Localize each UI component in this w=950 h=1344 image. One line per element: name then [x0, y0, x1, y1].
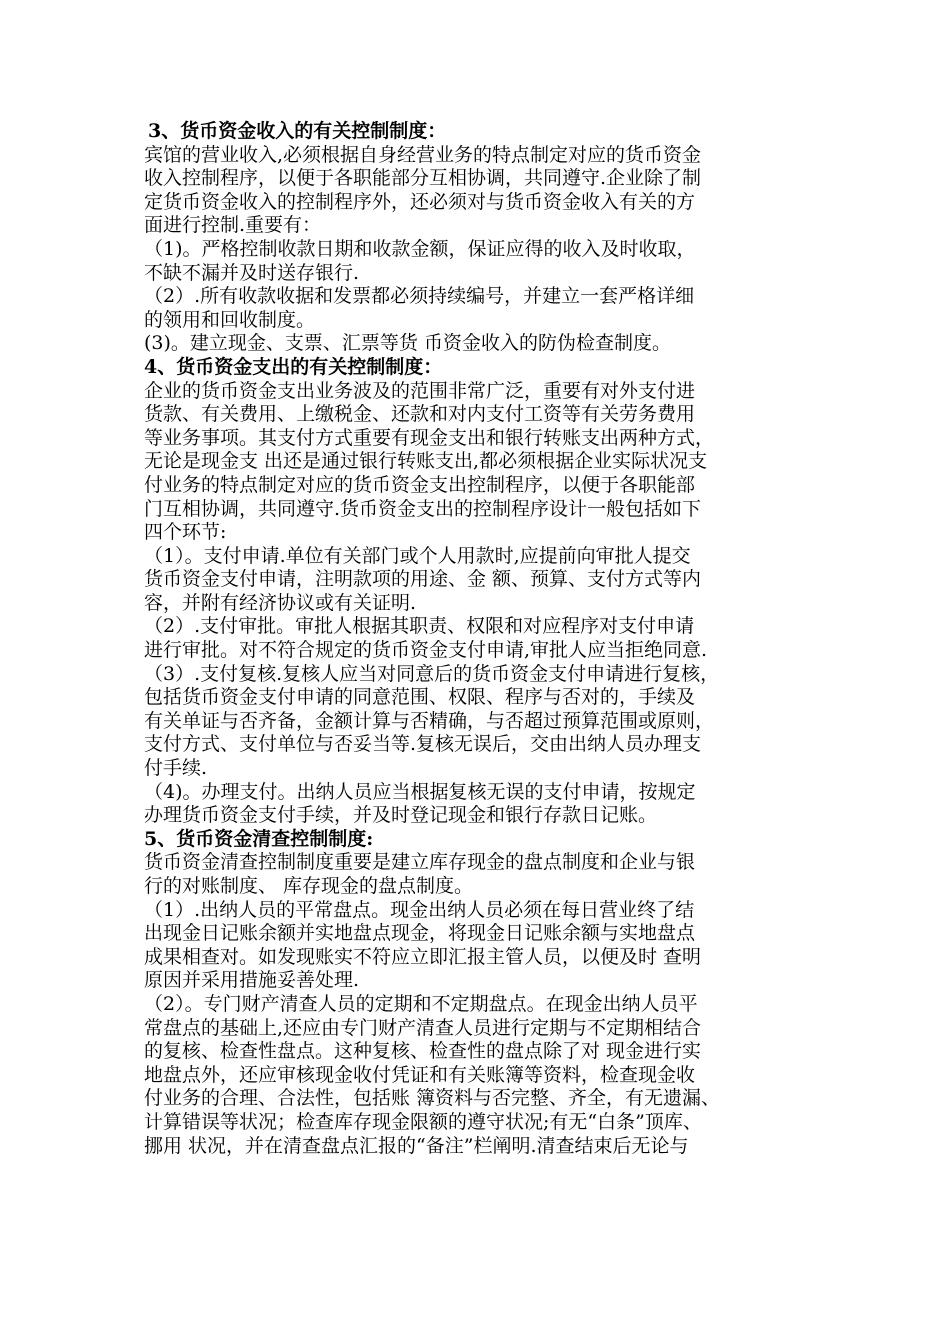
paragraph-line: 的领用和回收制度。: [144, 308, 316, 331]
paragraph-line: 面进行控制.重要有：: [144, 214, 322, 237]
paragraph-line: 等业务事项。其支付方式重要有现金支出和银行转账支出两种方式，: [144, 426, 715, 449]
paragraph-line: 包括货币资金支付申请的同意范围、权限、程序与否对的，手续及: [144, 686, 696, 709]
paragraph-line: 企业的货币资金支出业务波及的范围非常广泛，重要有对外支付进: [144, 379, 696, 402]
paragraph-line: （2）。专门财产清查人员的定期和不定期盘点。在现金出纳人员平: [144, 992, 698, 1015]
paragraph-line: 有关单证与否齐备，金额计算与否精确，与否超过预算范围或原则，: [144, 709, 715, 732]
paragraph-line: 货币资金支付申请，注明款项的用途、金 额、预算、支付方式等内: [144, 568, 702, 591]
paragraph-line: 地盘点外，还应审核现金收付凭证和有关账簿等资料，检查现金收: [144, 1063, 696, 1086]
paragraph-line: 的复核、检查性盘点。这种复核、检查性的盘点除了对 现金进行实: [144, 1040, 702, 1063]
paragraph-line: 付业务的特点制定对应的货币资金支出控制程序，以便于各职能部: [144, 473, 696, 496]
paragraph-line: 收入控制程序，以便于各职能部分互相协调，共同遵守.企业除了制: [144, 167, 702, 190]
paragraph-line: （2）.支付审批。审批人根据其职责、权限和对应程序对支付申请: [144, 615, 695, 638]
paragraph-line: 四个环节:: [144, 521, 227, 544]
paragraph-line: 计算错误等状况；检查库存现金限额的遵守状况;有无“白条”顶库、: [144, 1110, 702, 1133]
paragraph-line: 行的对账制度、 库存现金的盘点制度。: [144, 875, 474, 897]
paragraph-line: 原因并采用措施妥善处理.: [144, 969, 360, 992]
paragraph-line: 进行审批。对不符合规定的货币资金支付申请,审批人应当拒绝同意.: [144, 639, 708, 662]
paragraph-line: 成果相查对。如发现账实不符应立即汇报主管人员，以便及时 查明: [144, 945, 702, 968]
paragraph-line: （3）.支付复核.复核人应当对同意后的货币资金支付申请进行复核，: [144, 662, 720, 685]
paragraph-line: （1）。支付申请.单位有关部门或个人用款时,应提前向审批人提交: [144, 544, 691, 567]
paragraph-line: （4)。办理支付。出纳人员应当根据复核无误的支付申请，按规定: [144, 780, 696, 803]
paragraph-line: 货币资金清查控制制度重要是建立库存现金的盘点制度和企业与银: [144, 851, 696, 874]
paragraph-line: （1）.出纳人员的平常盘点。现金出纳人员必须在每日营业终了结: [144, 898, 695, 921]
paragraph-line: 无论是现金支 出还是通过银行转账支出,都必须根据企业实际状况支: [144, 450, 708, 473]
document-page: [144, 120, 814, 1158]
paragraph-line: 办理货币资金支付手续，并及时登记现金和银行存款日记账。: [144, 804, 658, 827]
paragraph-line: 门互相协调，共同遵守.货币资金支出的控制程序设计一般包括如下: [144, 497, 702, 520]
paragraph-line: 挪用 状况，并在清查盘点汇报的“备注”栏阐明.清查结束后无论与: [144, 1134, 689, 1157]
paragraph-line: (3)。建立现金、支票、汇票等货 币资金收入的防伪检查制度。: [144, 332, 671, 355]
paragraph-line: 出现金日记账余额并实地盘点现金，将现金日记账余额与实地盘点: [144, 922, 696, 945]
paragraph-line: 定货币资金收入的控制程序外，还必须对与货币资金收入有关的方: [144, 190, 696, 213]
paragraph-line: 支付方式、支付单位与否妥当等.复核无误后，交由出纳人员办理支: [144, 733, 702, 756]
paragraph-line: 付手续.: [144, 757, 208, 780]
paragraph-line: 付业务的合理、合法性，包括账 簿资料与否完整、齐全，有无遗漏、: [144, 1087, 721, 1110]
section-heading: 4、货币资金支出的有关控制制度：: [144, 355, 443, 378]
paragraph-line: （1)。严格控制收款日期和收款金额，保证应得的收入及时收取，: [144, 237, 696, 260]
paragraph-line: （2）.所有收款收据和发票都必须持续编号，并建立一套严格详细: [144, 285, 695, 308]
paragraph-line: 不缺不漏并及时送存银行.: [144, 261, 360, 284]
paragraph-line: 常盘点的基础上,还应由专门财产清查人员进行定期与不定期相结合: [144, 1016, 702, 1039]
section-heading: 3、货币资金收入的有关控制制度：: [148, 120, 447, 142]
paragraph-line: 货款、有关费用、上缴税金、还款和对内支付工资等有关劳务费用: [144, 403, 696, 426]
paragraph-line: 宾馆的营业收入,必须根据自身经营业务的特点制定对应的货币资金: [144, 143, 702, 166]
section-heading: 5、货币资金清查控制制度:: [144, 827, 374, 850]
paragraph-line: 容，并附有经济协议或有关证明.: [144, 591, 417, 614]
